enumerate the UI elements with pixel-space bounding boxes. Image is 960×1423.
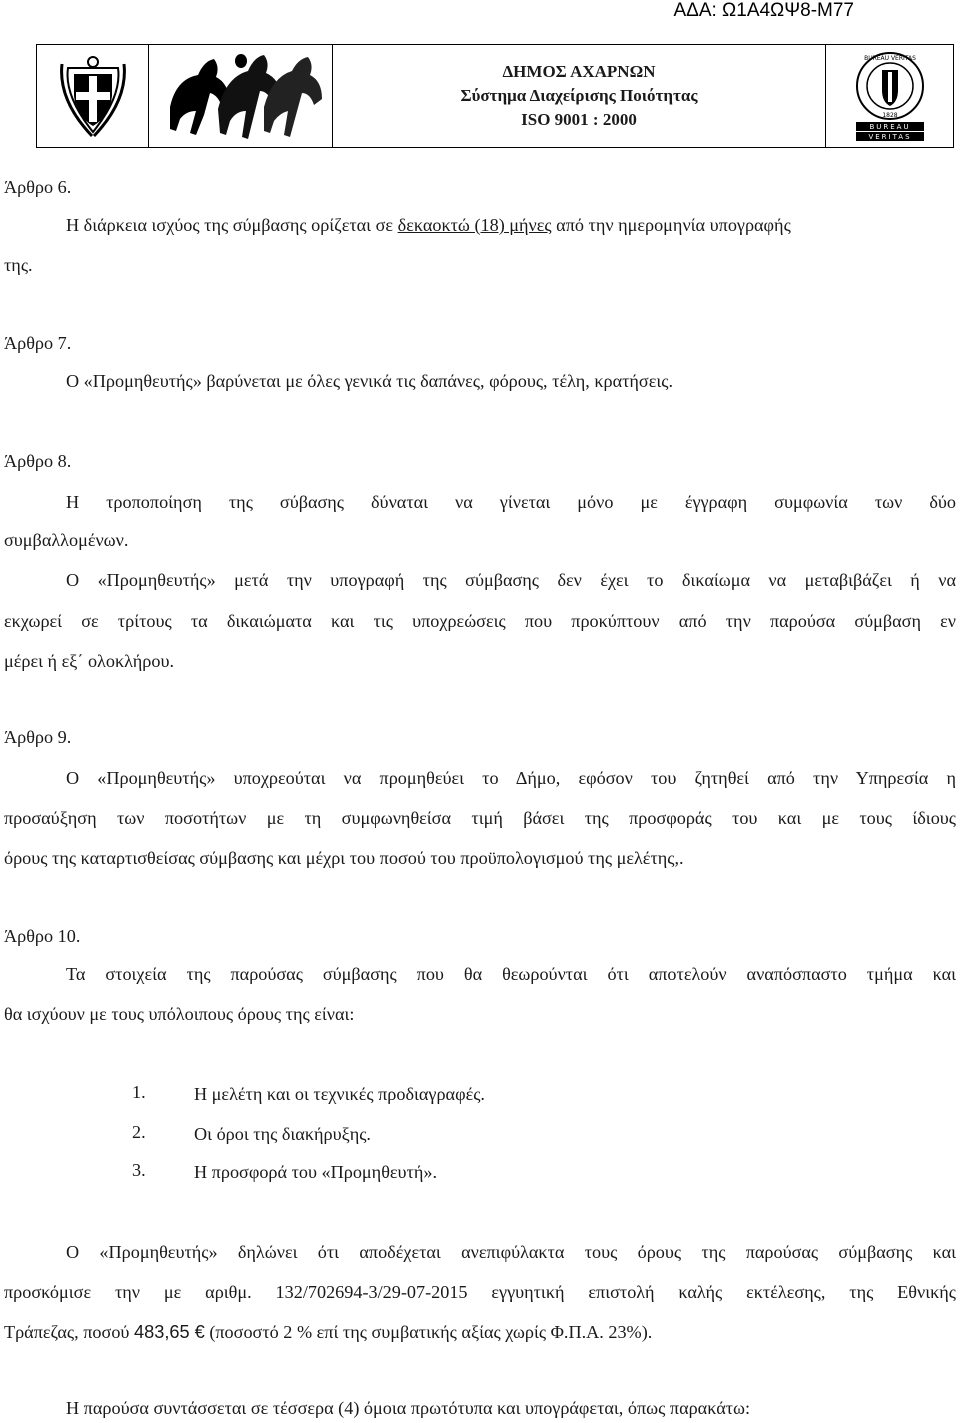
article-10-p3: Η παρούσα συντάσσεται σε τέσσερα (4) όμοια πρωτότυπα και υπογράφεται, όπως παρακάτω: (66, 1398, 751, 1418)
cert-logo-top-text: BUREAU VERITAS (863, 55, 916, 62)
cert-logo-year: 1828 (881, 112, 898, 119)
horses-logo-cell (149, 45, 333, 147)
article-8-p2-line-1: Ο «Προμηθευτής» μετά την υπογραφή της σύμβασης δεν έχει το δικαίωμα να μεταβιβάζει ή να (66, 570, 956, 590)
article-8-p1-line-1: Η τροποποίηση της σύβασης δύναται να γίνεται μόνο με έγγραφη συμφωνία των δύο (66, 492, 956, 512)
greek-emblem-cell (37, 45, 149, 147)
organization-title-cell (333, 45, 826, 147)
article-6-text-b: από την ημερομηνία υπογραφής (551, 215, 791, 235)
article-6-duration: δεκαοκτώ (18) μήνες (397, 215, 552, 235)
article-7-line-1: Ο «Προμηθευτής» βαρύνεται με όλες γενικά τις δαπάνες, φόρους, τέλη, κρατήσεις. (66, 371, 674, 391)
iso-standard: ISO 9001 : 2000 (521, 110, 637, 129)
article-8-title: Άρθρο 8. (4, 451, 72, 471)
organization-name: ΔΗΜΟΣ ΑΧΑΡΝΩΝ (502, 62, 656, 81)
article-10-p2-line-2: προσκόμισε την με αριθμ. 132/702694-3/29-07-2015 εγγυητική επιστολή καλής εκτέλεσης, της Εθνικής (4, 1282, 956, 1302)
greek-coat-of-arms-icon (58, 54, 128, 138)
article-10-line-1: Τα στοιχεία της παρούσας σύμβασης που θα θεωρούνται ότι αποτελούν αναπόσπαστο τμήμα και (66, 964, 956, 984)
list-item-1-number: 1. (132, 1082, 146, 1102)
document-header (36, 44, 954, 148)
cert-logo-bottom-2: VERITAS (867, 133, 912, 141)
list-item-2-number: 2. (132, 1122, 146, 1142)
guarantee-amount: 483,65 € (133, 1322, 205, 1342)
article-8-p2-line-3: μέρει ή εξ΄ ολοκλήρου. (4, 651, 175, 671)
article-9-title: Άρθρο 9. (4, 727, 72, 747)
article-6-line-2: της. (4, 255, 33, 275)
cert-logo-bottom-1: BUREAU (868, 123, 911, 131)
bureau-veritas-logo-icon (852, 50, 928, 142)
ada-code: ΑΔΑ: Ω1Α4ΩΨ8-Μ77 (673, 0, 854, 21)
list-item-1-text: Η μελέτη και οι τεχνικές προδιαγραφές. (194, 1084, 485, 1104)
article-9-line-1: Ο «Προμηθευτής» υποχρεούται να προμηθεύει το Δήμο, εφόσον του ζητηθεί από την Υπηρεσία η (66, 768, 956, 788)
article-8-p2-line-2: εκχωρεί σε τρίτους τα δικαιώματα και τις υποχρεώσεις που προκύπτουν από την παρούσα σύμβαση εν (4, 611, 956, 631)
certification-logo-cell (826, 45, 953, 147)
article-7-title: Άρθρο 7. (4, 333, 72, 353)
list-item-3-number: 3. (132, 1160, 146, 1180)
list-item-3-text: Η προσφορά του «Προμηθευτή». (194, 1162, 438, 1182)
article-9-line-3: όρους της καταρτισθείσας σύμβασης και μέχρι του ποσού του προϋπολογισμού της μελέτης,. (4, 848, 684, 868)
quality-system-name: Σύστημα Διαχείρισης Ποιότητας (460, 86, 698, 105)
article-6-line-1 (66, 213, 791, 237)
list-item-2-text: Οι όροι της διακήρυξης. (194, 1124, 371, 1144)
horses-sculpture-logo-icon (156, 49, 326, 143)
article-6-title: Άρθρο 6. (4, 177, 72, 197)
article-10-p2-line-3-b: (ποσοστό 2 % επί της συμβατικής αξίας χωρίς Φ.Π.Α. 23%). (204, 1322, 653, 1342)
article-10-line-2: θα ισχύουν με τους υπόλοιπους όρους της είναι: (4, 1004, 355, 1024)
article-8-p1-line-2: συμβαλλομένων. (4, 530, 129, 550)
article-10-title: Άρθρο 10. (4, 926, 81, 946)
article-6-text-a: Η διάρκεια ισχύος της σύμβασης ορίζεται σε (66, 215, 398, 235)
article-10-p2-line-1: Ο «Προμηθευτής» δηλώνει ότι αποδέχεται ανεπιφύλακτα τους όρους της παρούσας σύμβασης και (66, 1242, 956, 1262)
article-10-p2-line-3 (4, 1320, 652, 1344)
article-9-line-2: προσαύξηση των ποσοτήτων με τη συμφωνηθείσα τιμή βάσει της προσφοράς του και με τους ίδιους (4, 808, 956, 828)
article-10-p2-line-3-a: Τράπεζας, ποσού (4, 1322, 134, 1342)
